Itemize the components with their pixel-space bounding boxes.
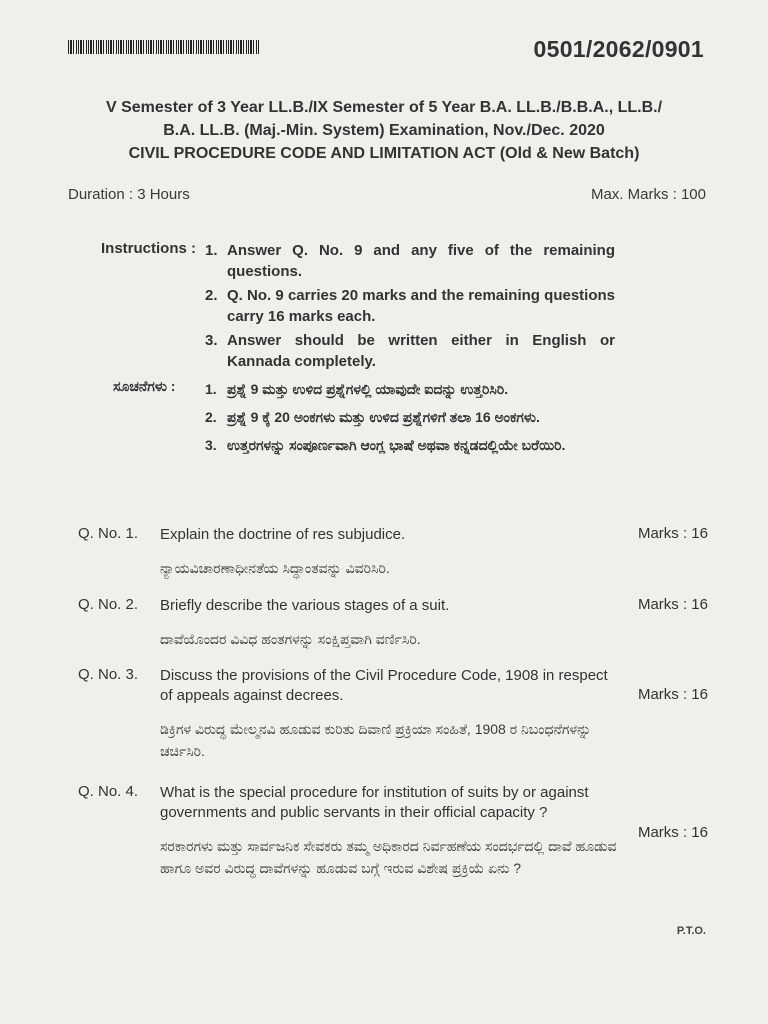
duration: Duration : 3 Hours (68, 186, 190, 203)
instructions-label: Instructions : (101, 240, 197, 257)
page-turn-note: P.T.O. (676, 925, 706, 937)
instruction-item (205, 285, 615, 327)
instruction-number: 1. (205, 242, 218, 259)
kannada-instruction-text: ಉತ್ತರಗಳನ್ನು ಸಂಪೂರ್ಣವಾಗಿ ಆಂಗ್ಲ ಭಾಷೆ ಅಥವಾ ಕನ್ನಡದಲ್ಲಿಯೇ ಬರೆಯಿರಿ. (227, 437, 566, 453)
kannada-instruction-number: 1. (205, 381, 217, 397)
header-line-2: B.A. LL.B. (Maj.-Min. System) Examination, Nov./Dec. 2020 (163, 122, 605, 139)
kannada-instruction-number: 3. (205, 437, 217, 453)
kannada-instruction-number: 2. (205, 409, 217, 425)
instruction-text: Answer should be written either in English or Kannada completely. (227, 332, 615, 370)
max-marks: Max. Marks : 100 (590, 186, 706, 203)
question-2 (78, 596, 708, 650)
instruction-text: Q. No. 9 carries 20 marks and the remaining questions carry 16 marks each. (227, 287, 615, 325)
header-line-1: V Semester of 3 Year LL.B./IX Semester of 5 Year B.A. LL.B./B.B.A., LL.B./ (105, 99, 663, 116)
question-marks: Marks : 16 (637, 686, 708, 703)
kannada-instructions-list (205, 378, 615, 462)
kannada-instruction-item (205, 406, 615, 428)
instructions-list (205, 240, 615, 375)
question-text: Briefly describe the various stages of a suit. (160, 597, 450, 614)
kannada-instruction-text: ಪ್ರಶ್ನೆ 9 ಮತ್ತು ಉಳಿದ ಪ್ರಶ್ನೆಗಳಲ್ಲಿ ಯಾವುದೇ ಐದನ್ನು ಉತ್ತರಿಸಿರಿ. (227, 381, 509, 397)
question-kannada: ದಾವೆಯೊಂದರ ವಿವಿಧ ಹಂತಗಳನ್ನು ಸಂಕ್ಷಿಪ್ತವಾಗಿ ವರ್ಣಿಸಿರಿ. (160, 631, 421, 647)
exam-header (0, 96, 768, 165)
question-number: Q. No. 4. (78, 783, 139, 800)
question-4 (78, 783, 708, 879)
barcode (68, 40, 260, 54)
question-1 (78, 525, 708, 579)
question-marks: Marks : 16 (637, 596, 708, 613)
question-row (78, 783, 708, 841)
kannada-instruction-text: ಪ್ರಶ್ನೆ 9 ಕ್ಕೆ 20 ಅಂಕಗಳು ಮತ್ತು ಉಳಿದ ಪ್ರಶ್ನೆಗಳಿಗೆ ತಲಾ 16 ಅಂಕಗಳು. (227, 409, 540, 425)
question-number: Q. No. 2. (78, 596, 139, 613)
paper-code: 0501/2062/0901 (533, 36, 704, 62)
question-kannada: ನ್ಯಾಯವಿಚಾರಣಾಧೀನತೆಯ ಸಿದ್ಧಾಂತವನ್ನು ವಿವರಿಸಿರಿ. (160, 560, 390, 576)
instruction-item (205, 240, 615, 282)
question-kannada: ಡಿಕ್ರಿಗಳ ವಿರುದ್ಧ ಮೇಲ್ಮನವಿ ಹೂಡುವ ಕುರಿತು ದಿವಾಣಿ ಪ್ರಕ್ರಿಯಾ ಸಂಹಿತೆ, 1908 ರ ನಿಬಂಧನೆಗಳನ್ನು ಚರ್ಚಿಸಿರಿ. (160, 721, 592, 759)
kannada-instruction-item (205, 434, 615, 456)
instruction-item (205, 330, 615, 372)
question-3 (78, 666, 708, 762)
question-text: Explain the doctrine of res subjudice. (160, 526, 406, 543)
question-row (78, 525, 708, 545)
question-row (78, 596, 708, 616)
instruction-number: 3. (205, 332, 218, 349)
question-text: Discuss the provisions of the Civil Procedure Code, 1908 in respect of appeals against decrees. (160, 667, 608, 704)
question-number: Q. No. 3. (78, 666, 139, 683)
question-marks: Marks : 16 (637, 824, 708, 841)
kannada-instruction-item (205, 378, 615, 400)
question-kannada: ಸರಕಾರಗಳು ಮತ್ತು ಸಾರ್ವಜನಿಕ ಸೇವಕರು ತಮ್ಮ ಅಧಿಕಾರದ ನಿರ್ವಹಣೆಯ ಸಂದರ್ಭದಲ್ಲಿ ದಾವೆ ಹೂಡುವ ಹಾಗೂ ಅವರ ವಿರುದ್ಧ ದಾವೆಗಳನ್ನು ಹೂಡುವ ಬಗ್ಗೆ ಇರುವ ವಿಶೇಷ ಪ್ರಕ್ರಿಯೆ ಏನು ? (160, 838, 617, 876)
question-row (78, 666, 708, 706)
question-text: What is the special procedure for institution of suits by or against governments and public servants in their official capacity ? (160, 784, 589, 821)
question-marks: Marks : 16 (637, 525, 708, 542)
question-number: Q. No. 1. (78, 525, 139, 542)
instruction-number: 2. (205, 287, 218, 304)
instruction-text: Answer Q. No. 9 and any five of the remaining questions. (227, 242, 615, 280)
kannada-instructions-label: ಸೂಚನೆಗಳು : (113, 378, 176, 394)
header-line-3: CIVIL PROCEDURE CODE AND LIMITATION ACT (Old & New Batch) (128, 145, 640, 162)
